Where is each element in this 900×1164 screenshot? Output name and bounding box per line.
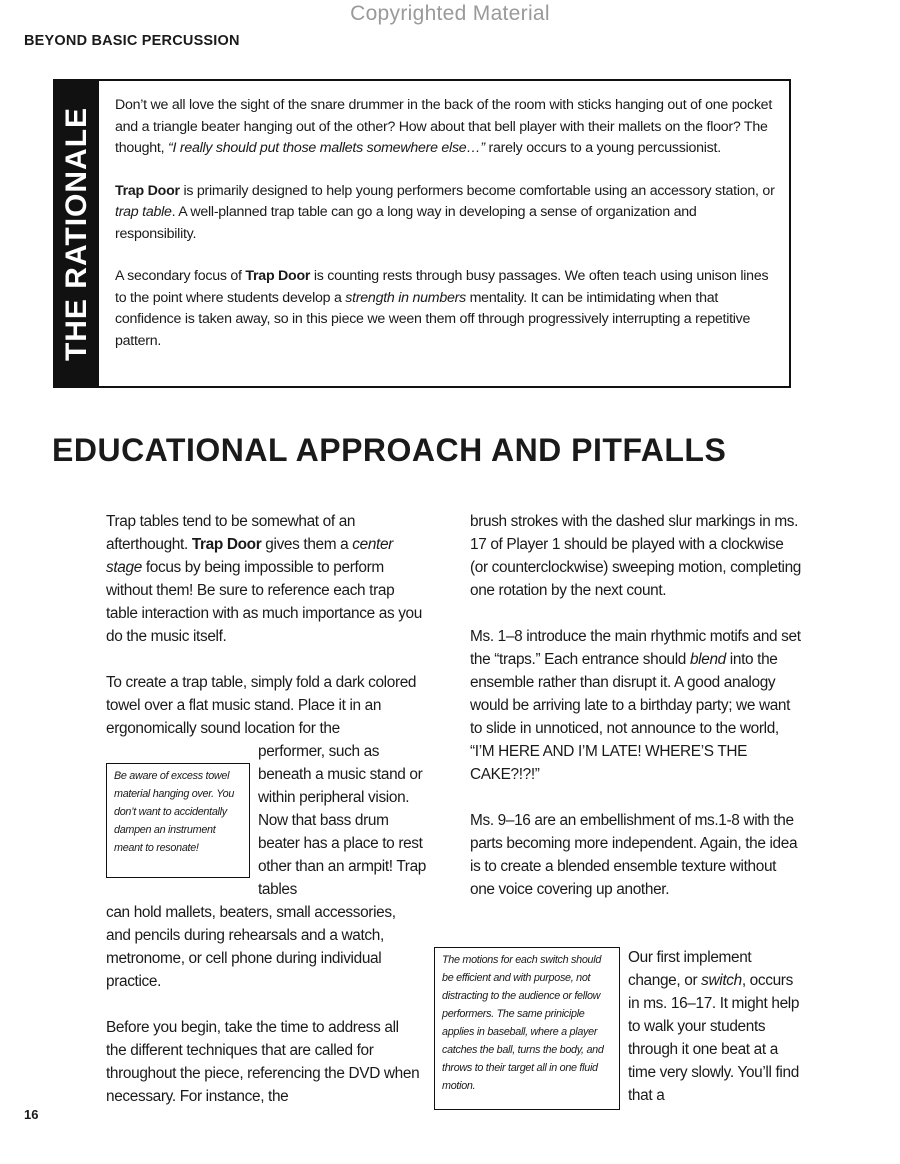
left-paragraph-1: Trap tables tend to be somewhat of an afterthought. Trap Door gives them a center stage focus by being impossible to perform without them! Be sure to reference each trap table interaction with as much importance as you do the music itself.	[106, 513, 422, 645]
left-column-bottom	[106, 901, 421, 1108]
rationale-box	[53, 79, 791, 388]
left-column-top	[106, 510, 426, 740]
right-wrap-text	[628, 946, 800, 1107]
left-paragraph-2-end: can hold mallets, beaters, small accessories, and pencils during rehearsals and a watch, metronome, or cell phone during individual practice.	[106, 904, 396, 990]
page-number: 16	[24, 1107, 39, 1122]
left-paragraph-2-wrap: performer, such as beneath a music stand or within peripheral vision. Now that bass drum beater has a place to rest other than an armpit! Trap tables	[258, 743, 426, 898]
rationale-label-text: THE RATIONALE	[60, 106, 94, 361]
right-paragraph-4: Our first implement change, or switch, occurs in ms. 16–17. It might help to walk your students through it one beat at a time very slowly. You’ll find that a	[628, 949, 800, 1104]
right-column-top	[470, 510, 804, 901]
rationale-body	[115, 95, 775, 373]
copyright-watermark: Copyrighted Material	[350, 2, 550, 25]
right-paragraph-1: brush strokes with the dashed slur markings in ms. 17 of Player 1 should be played with a clockwise (or counterclockwise) sweeping motion, completing one rotation by the next count.	[470, 513, 802, 599]
rationale-paragraph-3: A secondary focus of Trap Door is counting rests through busy passages. We often teach using unison lines to the point where students develop a strength in numbers mentality. It can be intimidating when that confidence is taken away, so in this piece we ween them off through progressively interrupting a repetitive pattern.	[115, 268, 769, 349]
rationale-paragraph-2: Trap Door is primarily designed to help young performers become comfortable using an accessory station, or trap table. A well-planned trap table can go a long way in developing a sense of organization and responsibility.	[115, 182, 775, 242]
left-paragraph-3: Before you begin, take the time to address all the different techniques that are called for throughout the piece, referencing the DVD when necessary. For instance, the	[106, 1019, 420, 1105]
section-heading: EDUCATIONAL APPROACH AND PITFALLS	[52, 432, 727, 468]
right-paragraph-3: Ms. 9–16 are an embellishment of ms.1-8 with the parts becoming more independent. Again, the idea is to create a blended ensemble texture without one voice covering up another.	[470, 812, 798, 898]
left-wrap-text	[258, 740, 430, 901]
rationale-label	[55, 81, 99, 386]
towel-tip-callout: Be aware of excess towel material hanging over. You don’t want to accidentally dampen an instrument meant to resonate!	[106, 763, 250, 878]
right-paragraph-2: Ms. 1–8 introduce the main rhythmic motifs and set the “traps.” Each entrance should blend into the ensemble rather than disrupt it. A good analogy would be arriving late to a birthday party; we want to slide in unnoticed, not announce to the world, “I’M HERE AND I’M LATE! WHERE’S THE CAKE?!?!”	[470, 628, 801, 783]
rationale-paragraph-1: Don’t we all love the sight of the snare drummer in the back of the room with sticks hanging out of one pocket and a triangle beater hanging out of the other? How about that bell player with their mallets on the floor? The thought, “I really should put those mallets somewhere else…” rarely occurs to a young percussionist.	[115, 97, 773, 156]
switch-tip-callout: The motions for each switch should be efficient and with purpose, not distracting to the audience or fellow performers. The same priniciple applies in baseball, where a player catches the ball, turns the body, and throws to their target all in one fluid motion.	[434, 947, 620, 1110]
left-paragraph-2: To create a trap table, simply fold a dark colored towel over a flat music stand. Place it in an ergonomically sound location for the	[106, 674, 417, 737]
running-head: BEYOND BASIC PERCUSSION	[24, 33, 240, 49]
